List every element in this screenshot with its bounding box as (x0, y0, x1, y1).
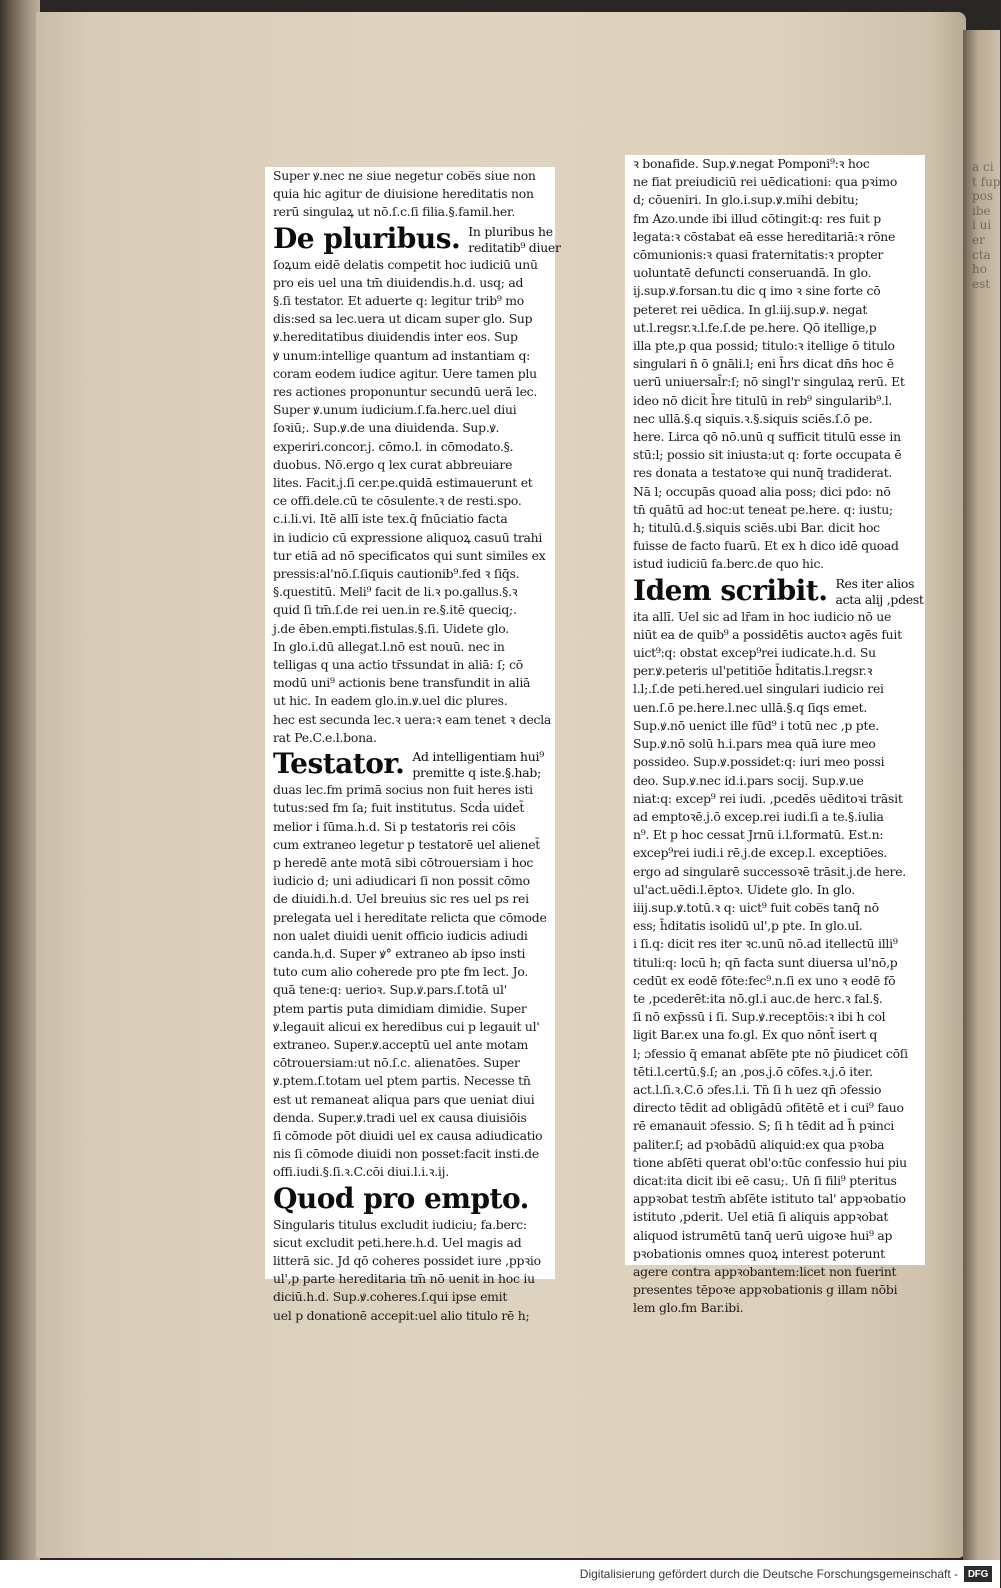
text-line: ſoꝛiū;. Sup.ꝟ.de una diuidenda. Sup.ꝟ. (273, 420, 500, 436)
text-line: act.l.ſi.ꝛ.C.ō ɔfes.l.i. Tn̄ ſi h uez qn̄ ɔfessio (633, 1081, 882, 1097)
text-line: uel p donationē accepit:uel alio titulo rē h; (273, 1307, 530, 1323)
dfg-logo: DFG (964, 1566, 992, 1582)
text-line: ne fiat preiudiciū rei uēdicationi: qua pꝛimo (633, 174, 898, 190)
text-line: ce offi.dele.cū te cōsulente.ꝛ de resti.spo. (273, 493, 522, 509)
text-line: nec ullā.§.q siquis.ꝛ.§.siquis sciēs.ſ.ō pe. (633, 410, 873, 426)
text-line: dicat:ita dicit ibi eē casu;. Un̄ ſi fili⁹ pteritus (633, 1172, 897, 1188)
right-lines-a (633, 155, 917, 574)
text-line: lem glo.fm Bar.ibi. (633, 1300, 744, 1316)
text-line: tēti.l.certū.§.ſ; an ,pos.j.ō cōfes.ꝛ.j.ō iter. (633, 1063, 873, 1079)
text-line: iudicio d; uni adiudicari ſi non possit cōmo (273, 873, 530, 889)
left-lines-b (273, 256, 552, 747)
text-line: appꝛobat testm̄ abſēte istituto tal' appꝛobatio (633, 1191, 906, 1207)
text-line: p heredē ante motā sibi cōtrouersiam i hoc (273, 854, 534, 870)
text-line: te ,pcederēt:ita nō.gl.i auc.de herc.ꝛ fal.§. (633, 990, 883, 1006)
text-line: res donata a testatoꝛe qui nunq̄ tradiderat. (633, 465, 893, 481)
text-line: experiri.concor.j. cōmo.l. in cōmodato.§. (273, 438, 514, 454)
heading-testator-tail (412, 749, 544, 781)
text-line: ꝟ.hereditatibus diuidendis inter eos. Sup (273, 329, 518, 345)
text-line: uerū uniuersal̄r:ſ; nō singl'r singulaꝝ rerū. Et (633, 374, 905, 390)
text-line: niat:q: excep⁹ rei iudi. ,pcedēs uēditoꝛi trāsit (633, 790, 903, 806)
text-line: res actiones proponuntur secundū uerā lec. (273, 384, 538, 400)
text-line: denda. Super.ꝟ.tradi uel ex causa diuisiōis (273, 1109, 527, 1125)
text-line: Ad intelligentiam hui⁹ (412, 749, 544, 765)
text-line: prelegata uel i hereditate relicta que cōmode (273, 909, 547, 925)
next-page-text-fragment: a ci t fup pos ibe i ui er cta ho est (972, 160, 1001, 291)
text-line: n⁹. Et p hoc cessat Jrnū i.l.formatū. Est.n: (633, 827, 884, 843)
heading-testator-title: Testator. (273, 747, 405, 781)
text-line: cōmunionis:ꝛ quasi fraternitatis:ꝛ propter (633, 247, 884, 263)
text-line: duas lec.fm primā socius non fuit heres isti (273, 782, 533, 798)
text-line: h; titulū.d.§.siquis sciēs.ubi Bar. dicit hoc (633, 520, 880, 536)
text-line: istituto ,pderit. Uel etiā ſi aliquis appꝛobat (633, 1209, 889, 1225)
text-line: extraneo. Super.ꝟ.acceptū uel ante motam (273, 1036, 529, 1052)
heading-idem-scribit-title: Idem scribit. (633, 573, 828, 607)
text-line: melior i ſūma.h.d. Si p testatoris rei cōis (273, 818, 516, 834)
text-line: duobus. Nō.ergo q lex curat abbreuiare (273, 456, 513, 472)
text-line: nis ſi cōmode diuidi non posset:facit insti.de (273, 1146, 539, 1162)
text-line: ij.sup.ꝟ.forsan.tu dic q imo ꝛ sine forte cō (633, 283, 881, 299)
text-line: aliquod istrumētū tanq̄ uerū uigoꝛe hui⁹ ap (633, 1227, 893, 1243)
text-line: rat Pe.C.e.l.bona. (273, 729, 377, 745)
text-line: est ut remaneat aliqua pars que ueniat diui (273, 1091, 535, 1107)
text-line: Sup.ꝟ.nō solū h.i.pars mea quā iure meo (633, 736, 876, 752)
text-line: istud iudiciū fa.berc.de quo hic. (633, 556, 824, 572)
text-line: §.ſi testator. Et aduerte q: legitur trib⁹ mo (273, 293, 525, 309)
text-line: ſi cōmode pōt diuidi uel ex causa adiudicatio (273, 1127, 543, 1143)
text-line: coram eodem iudice agitur. Uere tamen plu (273, 365, 537, 381)
left-lines-c (273, 781, 547, 1181)
right-text-column (625, 155, 925, 1316)
text-line: In glo.i.dū allegat.l.nō est nouū. nec in (273, 638, 505, 654)
text-line: ſoꝝum eidē delatis competit hoc iudiciū unū (273, 256, 538, 272)
text-line: §.questitū. Meli⁹ facit de li.ꝛ po.gallus.§.ꝛ (273, 584, 518, 600)
heading-de-pluribus-title: De pluribus. (273, 221, 461, 255)
book-edge (0, 0, 40, 1560)
text-line: pro eis uel una tm̄ diuidendis.h.d. usq; ad (273, 274, 524, 290)
text-line: ess; h̄ditatis isolidū ul',p pte. In glo.ul. (633, 918, 863, 934)
text-line: non ualet diuidi uenit officio iudicis adiudi (273, 927, 528, 943)
text-line: ꝟ.ptem.ſ.totam uel ptem partis. Necesse tn̄ (273, 1073, 531, 1089)
text-line: fuisse de facto fuarū. Et ex h dico idē quoad (633, 538, 899, 554)
text-line: l; ɔfessio q̄ emanat abſēte pte nō p̄iudicet cōſi (633, 1045, 908, 1061)
text-line: Singularis titulus excludit iudiciu; fa.berc: (273, 1216, 527, 1232)
text-line: c.i.li.vi. Itē allī iste tex.q̄ fnūciatio facta (273, 511, 508, 527)
heading-de-pluribus-tail (468, 224, 560, 256)
heading-quod-pro-empto-title: Quod pro empto. (273, 1181, 529, 1215)
text-line: per.ꝟ.peteris ul'petitiōe h̄ditatis.l.regsr.ꝛ (633, 663, 873, 679)
text-line: pꝛobationis omnes quoꝝ interest poterunt (633, 1245, 885, 1261)
text-line: tuto cum alio coherede pro pte fm lect. Jo. (273, 964, 529, 980)
text-line: paliter.ſ; ad pꝛobādū aliquid:ex qua pꝛoba (633, 1136, 885, 1152)
text-line: cum extraneo legetur p testatorē uel alienet̄ (273, 836, 541, 852)
text-line: Sup.ꝟ.nō uenict ille fūd⁹ i totū nec ,p pte. (633, 717, 879, 733)
text-line: dis:sed sa lec.uera ut dicam super glo. Sup (273, 311, 533, 327)
text-line: reditatib⁹ diuer (468, 239, 561, 255)
text-line: lites. Facit.j.ſi cer.pe.quidā estimauerunt et (273, 475, 533, 491)
left-lines-a (273, 167, 547, 222)
heading-quod-pro-empto (273, 1182, 547, 1216)
text-line: Super ꝟ.unum iudicium.ſ.fa.herc.uel diui (273, 402, 517, 418)
text-line: fm Azo.unde ibi illud cōtingit:q: res fuit p (633, 210, 881, 226)
text-line: singulari n̄ ō gnāli.l; eni h̄rs dicat dn̄s hoc ē (633, 356, 894, 372)
text-line: stū:l; possio sit iniusta:ut q: forte occupata ē (633, 447, 902, 463)
heading-idem-scribit (633, 573, 924, 608)
text-line: quia hic agitur de diuisione hereditatis non (273, 186, 534, 202)
text-line: j.de ēben.empti.fistulas.§.ſi. Uidete glo. (273, 620, 509, 636)
text-line: cedūt ex eodē fōte:fec⁹.n.ſi ex uno ꝛ eodē fō (633, 972, 896, 988)
text-line: rē emanauit ɔfessio. S; ſi h tēdit ad h̄ pꝛinci (633, 1118, 895, 1134)
text-line: possideo. Sup.ꝟ.possidet:q: iuri meo possi (633, 754, 885, 770)
text-line: presentes tēpoꝛe appꝛobationis g illam nōbi (633, 1282, 898, 1298)
text-line: quā tene:q: uerioꝛ. Sup.ꝟ.pars.ſ.totā ul' (273, 982, 507, 998)
text-line: ſi nō exp̄ssū i ſi. Sup.ꝟ.receptōis:ꝛ ibi h col (633, 1009, 886, 1025)
text-line: telligas q una actio tr̄ssundat in aliā: ſ; cō (273, 657, 524, 673)
text-line: Res iter alios (835, 575, 915, 591)
text-line: uoluntatē defuncti conseruandā. In glo. (633, 265, 872, 281)
text-line: ul',p parte hereditaria tm̄ nō uenit in hoc iu (273, 1271, 535, 1287)
text-line: rerū singulaꝝ ut nō.ſ.c.ſi filia.§.famil.her. (273, 204, 516, 220)
heading-idem-scribit-tail (835, 576, 923, 608)
text-line: tituli:q: locū h; qn̄ facta sunt diuersa ul'nō,p (633, 954, 898, 970)
text-line: tutus:sed fm ſa; fuit institutus. Scḋa uidet̄ (273, 800, 525, 816)
text-line: ꝟ.legauit alicui ex heredibus cui p legauit ul' (273, 1018, 540, 1034)
text-line: ꝟ unum:intellige quantum ad instantiam q: (273, 347, 531, 363)
text-line: acta alij ,pdest (835, 591, 924, 607)
text-line: ut hic. In eadem glo.in.ꝟ.uel dic plures. (273, 693, 508, 709)
text-line: l.l;.ſ.de peti.hered.uel singulari iudicio rei (633, 681, 884, 697)
text-line: deo. Sup.ꝟ.nec id.i.pars socij. Sup.ꝟ.ue (633, 772, 864, 788)
text-line: ptem partis puta dimidiam dimidie. Super (273, 1000, 527, 1016)
text-line: ꝛ bonafide. Sup.ꝟ.negat Pomponi⁹:ꝛ hoc (633, 156, 870, 171)
text-line: legata:ꝛ cōstabat eā esse hereditariā:ꝛ rōne (633, 228, 896, 244)
left-text-column (265, 167, 561, 1323)
text-line: illa pte,p qua possid; titulo:ꝛ itellige ō titulo (633, 338, 895, 354)
text-line: excep⁹rei iudi.i rē.j.de excep.l. exceptiōes. (633, 845, 888, 861)
footer-credit-bar (0, 1560, 1000, 1588)
text-line: hec est secunda lec.ꝛ uera:ꝛ eam tenet ꝛ decla (273, 711, 552, 727)
text-line: premitte q iste.§.hab; (412, 765, 542, 781)
text-line: directo tēdit ad obligādū ɔfitētē et i cui⁹ fauo (633, 1100, 904, 1116)
heading-de-pluribus (273, 221, 561, 256)
text-line: de diuidi.h.d. Uel breuius sic res uel ps rei (273, 891, 529, 907)
text-line: ul'act.uēdi.l.ēptoꝛ. Uidete glo. In glo. (633, 881, 855, 897)
right-lines-b (633, 608, 917, 1318)
text-line: agere contra appꝛobantem:licet non fuerint (633, 1263, 897, 1279)
text-line: d; cōueniri. In glo.i.sup.ꝟ.mihi debitu; (633, 192, 859, 208)
text-line: ideo nō dicit h̄re titulū in reb⁹ singularib⁹.l. (633, 392, 893, 408)
text-line: pressis:al'nō.ſ.ſiquis cautionib⁹.fed ꝛ ſiq̄s. (273, 566, 520, 582)
text-line: sicut excludit peti.here.h.d. Uel magis ad (273, 1234, 522, 1250)
text-line: Super ꝟ.nec ne siue negetur cobe̅s siue non (273, 168, 536, 183)
text-line: litterā sic. Jd qō coheres possidet iure ,ppꝛio (273, 1252, 541, 1268)
text-line: Nā l; occupās quoad alia poss; dici pdo: nō (633, 483, 891, 499)
text-line: cōtrouersiam:ut nō.ſ.c. alienatōes. Super (273, 1055, 520, 1071)
text-line: In pluribus he (468, 223, 553, 239)
text-line: in iudicio cū expressione aliquoꝝ casuū trahi (273, 529, 543, 545)
heading-testator (273, 747, 547, 781)
text-line: here. Lirca qō nō.unū q sufficit titulū esse in (633, 429, 901, 445)
footer-credit-text: Digitalisierung gefördert durch die Deutsche Forschungsgemeinschaft - (579, 1567, 958, 1581)
text-line: canda.h.d. Super ꝟ° extraneo ab ipso insti (273, 945, 526, 961)
text-line: niūt ea de quib⁹ a possidētis auctoꝛ agēs fuit (633, 626, 902, 642)
text-line: diciū.h.d. Sup.ꝟ.coheres.ſ.qui ipse emit (273, 1289, 508, 1305)
text-line: ut.l.regsr.ꝛ.l.fe.ſ.de pe.here. Qō itellige,p (633, 319, 877, 335)
text-line: uen.ſ.ō pe.here.l.nec ullā.§.q ſiqs emet. (633, 699, 868, 715)
text-line: uict⁹:q: obstat excep⁹rei iudicate.h.d. Su (633, 645, 876, 661)
text-line: tur etiā ad nō specificatos qui sunt similes ex (273, 547, 546, 563)
text-line: peteret rei uēdica. In gl.iij.sup.ꝟ. negat (633, 301, 868, 317)
text-line: iiij.sup.ꝟ.totū.ꝛ q: uict⁹ fuit cobe̅s tanq̄ nō (633, 899, 879, 915)
text-line: ligit Bar.ex una fo.gl. Ex quo nōnt̄ isert q (633, 1027, 878, 1043)
text-line: tione abſēti querat obl'o:tūc confessio hui piu (633, 1154, 907, 1170)
text-line: offi.iudi.§.ſi.ꝛ.C.cōi diui.l.i.ꝛ.ij. (273, 1164, 449, 1180)
text-line: ita allī. Uel sic ad lr̄am in hoc iudicio nō ue (633, 608, 892, 624)
text-line: modū uni⁹ actionis bene transfundit in aliā (273, 675, 531, 691)
left-lines-d (273, 1216, 547, 1325)
text-line: tn̄ quātū ad hoc:ut teneat pe.here. q: iustu; (633, 501, 893, 517)
text-line: ergo ad singularē successoꝛē trāsit.j.de here. (633, 863, 906, 879)
text-line: i ſi.q: dicit res iter ꝛc.unū nō.ad itellectū illi⁹ (633, 936, 898, 952)
text-line: quid ſi tm̄.ſ.de rei uen.in re.§.itē queciq;. (273, 602, 517, 618)
text-line: ad emptoꝛē.j.ō excep.rei iudi.ſi a te.§.iulia (633, 808, 884, 824)
